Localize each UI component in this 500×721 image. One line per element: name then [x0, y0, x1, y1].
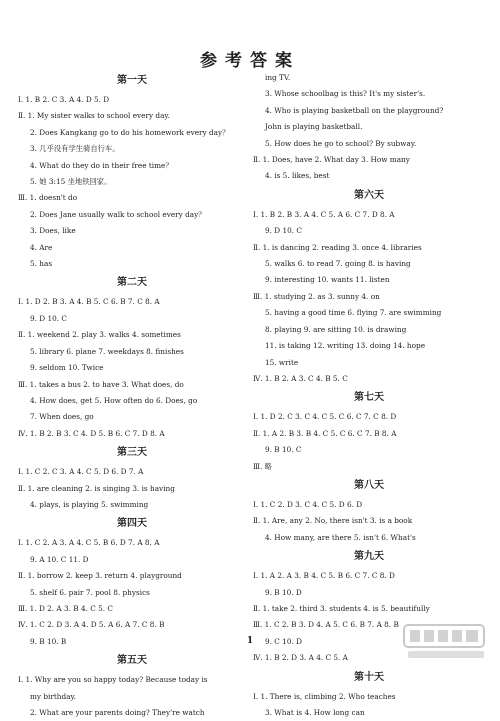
answer-line: Ⅰ. 1. D 2. C 3. C 4. C 5. C 6. C 7. C 8. D [253, 412, 397, 422]
answer-line: 3. 几乎没有学生骑自行车。 [30, 144, 120, 154]
answer-line: 5. having a good time 6. flying 7. are swimming [265, 308, 442, 318]
answer-line: Ⅰ. 1. A 2. A 3. B 4. C 5. B 6. C 7. C 8. D [253, 571, 395, 581]
answer-line: Ⅰ. 1. D 2. B 3. A 4. B 5. C 6. B 7. C 8. A [18, 297, 160, 307]
answer-line: Ⅳ. 1. B 2. B 3. C 4. D 5. B 6. C 7. D 8. A [18, 428, 165, 438]
answer-line: Ⅱ. 1. Does, have 2. What day 3. How many [253, 155, 410, 165]
answer-line: Ⅱ. 1. borrow 2. keep 3. return 4. playground [18, 571, 182, 581]
answer-line: 4. What do they do in their free time？ [30, 160, 173, 170]
answer-line: 5. How does he go to school? By subway. [265, 138, 417, 148]
day-heading: 第三天 [117, 447, 147, 459]
answer-line: Ⅲ. 1. studying 2. as 3. sunny 4. on [253, 291, 380, 301]
answer-line: Ⅱ. 1. Are, any 2. No, there isn't 3. is a book [253, 516, 413, 526]
answer-line: Ⅱ. 1. A 2. B 3. B 4. C 5. C 6. C 7. B 8. A [253, 428, 397, 438]
answer-line: Ⅲ. 1. takes a bus 2. to have 3. What does, do [18, 379, 184, 389]
answer-line: Ⅰ. 1. Why are you so happy today? Because today is [18, 675, 208, 685]
day-heading: 第七天 [354, 392, 384, 404]
answer-line: 4. How many, are there 5. isn't 6. What's [265, 532, 416, 542]
day-heading: 第五天 [117, 655, 147, 667]
answer-line: 4. Are [30, 242, 53, 252]
answer-line: Ⅰ. 1. B 2. C 3. A 4. D 5. D [18, 95, 110, 104]
answer-line: 2. What are your parents doing? They're watch [30, 708, 205, 717]
day-heading: 第四天 [117, 518, 147, 530]
answer-line: Ⅱ. 1. is dancing 2. reading 3. once 4. libraries [253, 242, 422, 252]
answer-line: 9. A 10. C 11. D [30, 554, 89, 564]
day-heading: 第九天 [354, 551, 384, 563]
answer-line: Ⅰ. 1. B 2. B 3. A 4. C 5. A 6. C 7. D 8. A [253, 209, 395, 219]
answer-line: Ⅲ. 略 [253, 461, 272, 471]
answer-line: Ⅰ. 1. C 2. C 3. A 4. C 5. D 6. D 7. A [18, 467, 144, 477]
page-number: 1 [246, 636, 254, 646]
answer-line: 5. library 6. plane 7. weekdays 8. finishes [30, 346, 184, 356]
answer-line: Ⅲ. 1. D 2. A 3. B 4. C 5. C [18, 603, 114, 613]
answer-line: 9. seldom 10. Twice [30, 363, 104, 373]
answer-line: 11. is taking 12. writing 13. doing 14. hope [265, 341, 426, 351]
answer-line: 4. is 5. likes, best [265, 171, 330, 181]
answer-line: 4. How does, get 5. How often do 6. Does, go [30, 395, 198, 405]
day-heading: 第八天 [354, 479, 384, 491]
day-heading: 第二天 [117, 277, 147, 289]
answer-line: Ⅲ. 1. doesn't do [18, 193, 78, 203]
answer-line: 4. Who is playing basketball on the playground? [265, 105, 444, 115]
answer-line: 5. has [30, 259, 53, 269]
answer-line: 9. B 10. B [30, 636, 67, 646]
answer-line: Ⅱ. 1. are cleaning 2. is singing 3. is having [18, 483, 175, 493]
answer-line: Ⅳ. 1. B 2. A 3. C 4. B 5. C [253, 373, 348, 383]
answer-line: 7. When does, go [30, 412, 94, 422]
answer-line: Ⅱ. 1. weekend 2. play 3. walks 4. sometimes [18, 330, 181, 340]
answer-line: 9. interesting 10. wants 11. listen [265, 275, 390, 285]
answer-line: 15. write [265, 357, 299, 367]
answer-line: Ⅰ. 1. There is, climbing 2. Who teaches [253, 691, 396, 701]
answer-line: 9. D 10. C [30, 313, 67, 323]
answer-line: Ⅲ. 1. C 2. B 3. D 4. A 5. C 6. B 7. A 8. B [253, 620, 399, 630]
answer-line: my birthday. [30, 691, 76, 701]
answer-line: Ⅳ. 1. C 2. D 3. A 4. D 5. A 6. A 7. C 8. B [18, 620, 165, 630]
watermark-logo-icon [402, 621, 490, 663]
answer-line: 3. Whose schoolbag is this? It's my sister's. [265, 89, 426, 99]
answer-column-left [18, 70, 246, 721]
answer-line: Ⅳ. 1. B 2. D 3. A 4. C 5. A [253, 653, 348, 663]
answer-line: 9. B 10. D [265, 587, 302, 597]
answer-line: Ⅱ. 1. take 2. third 3. students 4. is 5. beautifully [253, 603, 430, 613]
answer-line: John is playing basketball. [265, 122, 363, 132]
answer-line: 4. plays, is playing 5. swimming [30, 499, 149, 509]
answer-line: 9. C 10. D [265, 636, 302, 646]
answer-line: 5. 她 3:15 坐地铁回家。 [30, 177, 112, 187]
answer-line: Ⅱ. 1. My sister walks to school every day. [18, 111, 170, 121]
answer-line: 2. Does Kangkang go to do his homework every day？ [30, 127, 230, 137]
answer-line: Ⅰ. 1. C 2. A 3. A 4. C 5. B 6. D 7. A 8. A [18, 538, 160, 548]
day-heading: 第一天 [117, 75, 147, 86]
day-heading: 第十天 [354, 671, 384, 683]
answer-line: 2. Does Jane usually walk to school every day？ [30, 209, 206, 219]
answer-line: Ⅰ. 1. C 2. D 3. C 4. C 5. D 6. D [253, 499, 363, 509]
day-heading: 第六天 [354, 189, 384, 201]
answer-line: ing TV. [265, 73, 291, 82]
answer-line: 9. B 10. C [265, 445, 302, 455]
answer-line: 8. playing 9. are sitting 10. is drawing [265, 324, 407, 334]
answer-line: 9. D 10. C [265, 226, 302, 236]
answer-line: 3. Does, like [30, 226, 76, 236]
answer-line: 5. walks 6. to read 7. going 8. is having [265, 259, 411, 269]
answer-line: 5. shelf 6. pair 7. pool 8. physics [30, 587, 150, 597]
page-title: 参考答案 [200, 51, 300, 71]
answer-line: 3. What is 4. How long can [265, 708, 365, 717]
